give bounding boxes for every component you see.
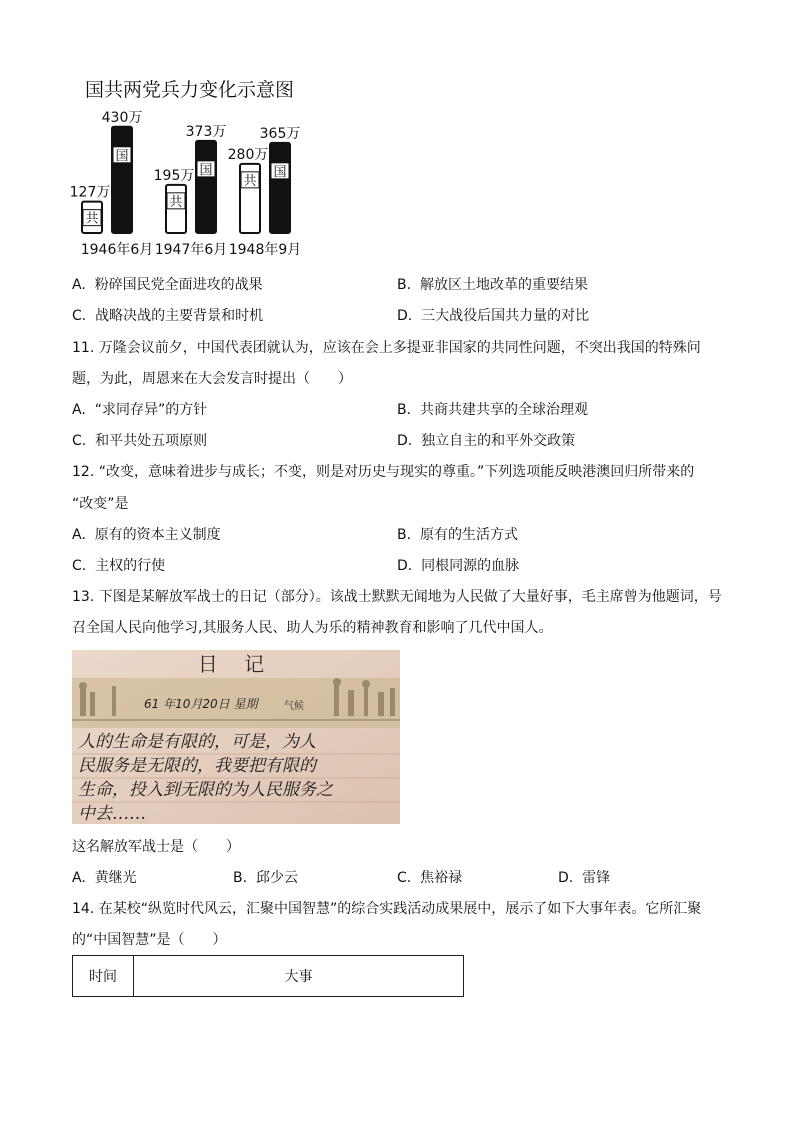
q14-stem-line1: 14. 在某校“纵览时代风云，汇聚中国智慧”的综合实践活动成果展中，展示了如下大事年表。它所汇聚 [72, 901, 702, 917]
force-bar-chart [70, 100, 340, 260]
bar-value-label: 127万 [70, 184, 111, 201]
category-label: 1946年6月 [80, 242, 154, 258]
q13-question: 这名解放军战士是（ ） [72, 839, 240, 855]
q13-option-c[interactable]: C. 焦裕禄 [397, 870, 463, 886]
category-label: 1947年6月 [154, 242, 228, 258]
q12-option-b[interactable]: B. 原有的生活方式 [397, 527, 518, 543]
bar-series-label: 共 [243, 173, 257, 189]
diary-text [78, 730, 333, 824]
table-header-event: 大事 [134, 956, 464, 997]
bar-series-label: 国 [199, 162, 213, 178]
q10-option-a[interactable]: A. 粉碎国民党全面进攻的战果 [72, 277, 263, 293]
q13-stem-line2: 召全国人民向他学习,其服务人民、助人为乐的精神教育和影响了几代中国人。 [72, 620, 553, 636]
diary-weather: 气候 [284, 701, 304, 712]
bar-guo-0 [112, 127, 132, 233]
diary-line-3: 生命，投入到无限的为人民服务之 [78, 780, 333, 800]
q11-option-a[interactable]: A. “求同存异”的方针 [72, 402, 208, 418]
bar-series-label: 共 [169, 194, 183, 210]
diary-line-4: 中去…… [78, 804, 146, 824]
q13-stem-line1: 13. 下图是某解放军战士的日记（部分）。该战士默默无闻地为人民做了大量好事，毛主席曾为他题词，号 [72, 589, 722, 605]
q11-option-c[interactable]: C. 和平共处五项原则 [72, 433, 208, 449]
diary-line-1: 人的生命是有限的，可是，为人 [78, 732, 316, 752]
q12-stem-line1: 12. “改变，意味着进步与成长；不变，则是对历史与现实的尊重。”下列选项能反映港澳回归所带来的 [72, 464, 695, 480]
bar-value-label: 280万 [227, 146, 269, 163]
bar-value-label: 195万 [153, 167, 195, 184]
q11-option-d[interactable]: D. 独立自主的和平外交政策 [397, 433, 576, 449]
events-table [72, 955, 464, 997]
bar-guo-1 [196, 141, 216, 233]
bar-series-label: 国 [273, 164, 287, 180]
diary-image [72, 650, 400, 824]
q12-option-a[interactable]: A. 原有的资本主义制度 [72, 527, 221, 543]
bar-series-label: 共 [85, 211, 99, 227]
bar-series-label: 国 [115, 148, 129, 164]
bar-value-label: 373万 [185, 123, 227, 140]
q13-option-a[interactable]: A. 黄继光 [72, 870, 137, 886]
diary-date: 61 年10月20日 星期 [144, 697, 258, 711]
q13-option-d[interactable]: D. 雷锋 [558, 870, 611, 886]
q11-stem-line2: 题，为此，周恩来在大会发言时提出（ ） [72, 371, 352, 387]
q11-option-b[interactable]: B. 共商共建共享的全球治理观 [397, 402, 588, 418]
bar-guo-2 [270, 143, 290, 233]
q12-stem-line2: “改变”是 [72, 496, 129, 512]
bar-value-label: 430万 [101, 109, 143, 126]
q12-option-d[interactable]: D. 同根同源的血脉 [397, 558, 520, 574]
q10-option-d[interactable]: D. 三大战役后国共力量的对比 [397, 308, 590, 324]
q10-option-c[interactable]: C. 战略决战的主要背景和时机 [72, 308, 264, 324]
table-header-row [73, 956, 464, 997]
diary-heading: 日 记 [197, 652, 275, 676]
q13-option-b[interactable]: B. 邱少云 [233, 870, 298, 886]
table-header-time: 时间 [73, 956, 134, 997]
bar-value-label: 365万 [259, 125, 301, 142]
diary-line-2: 民服务是无限的，我要把有限的 [78, 756, 316, 776]
chart-title: 国共两党兵力变化示意图 [85, 79, 295, 101]
q10-option-b[interactable]: B. 解放区土地改革的重要结果 [397, 277, 588, 293]
q14-stem-line2: 的“中国智慧”是（ ） [72, 932, 227, 948]
q11-stem-line1: 11. 万隆会议前夕，中国代表团就认为，应该在会上多提亚非国家的共同性问题，不突出我国的特殊问 [72, 340, 701, 356]
q12-option-c[interactable]: C. 主权的行使 [72, 558, 166, 574]
category-label: 1948年9月 [228, 242, 302, 258]
